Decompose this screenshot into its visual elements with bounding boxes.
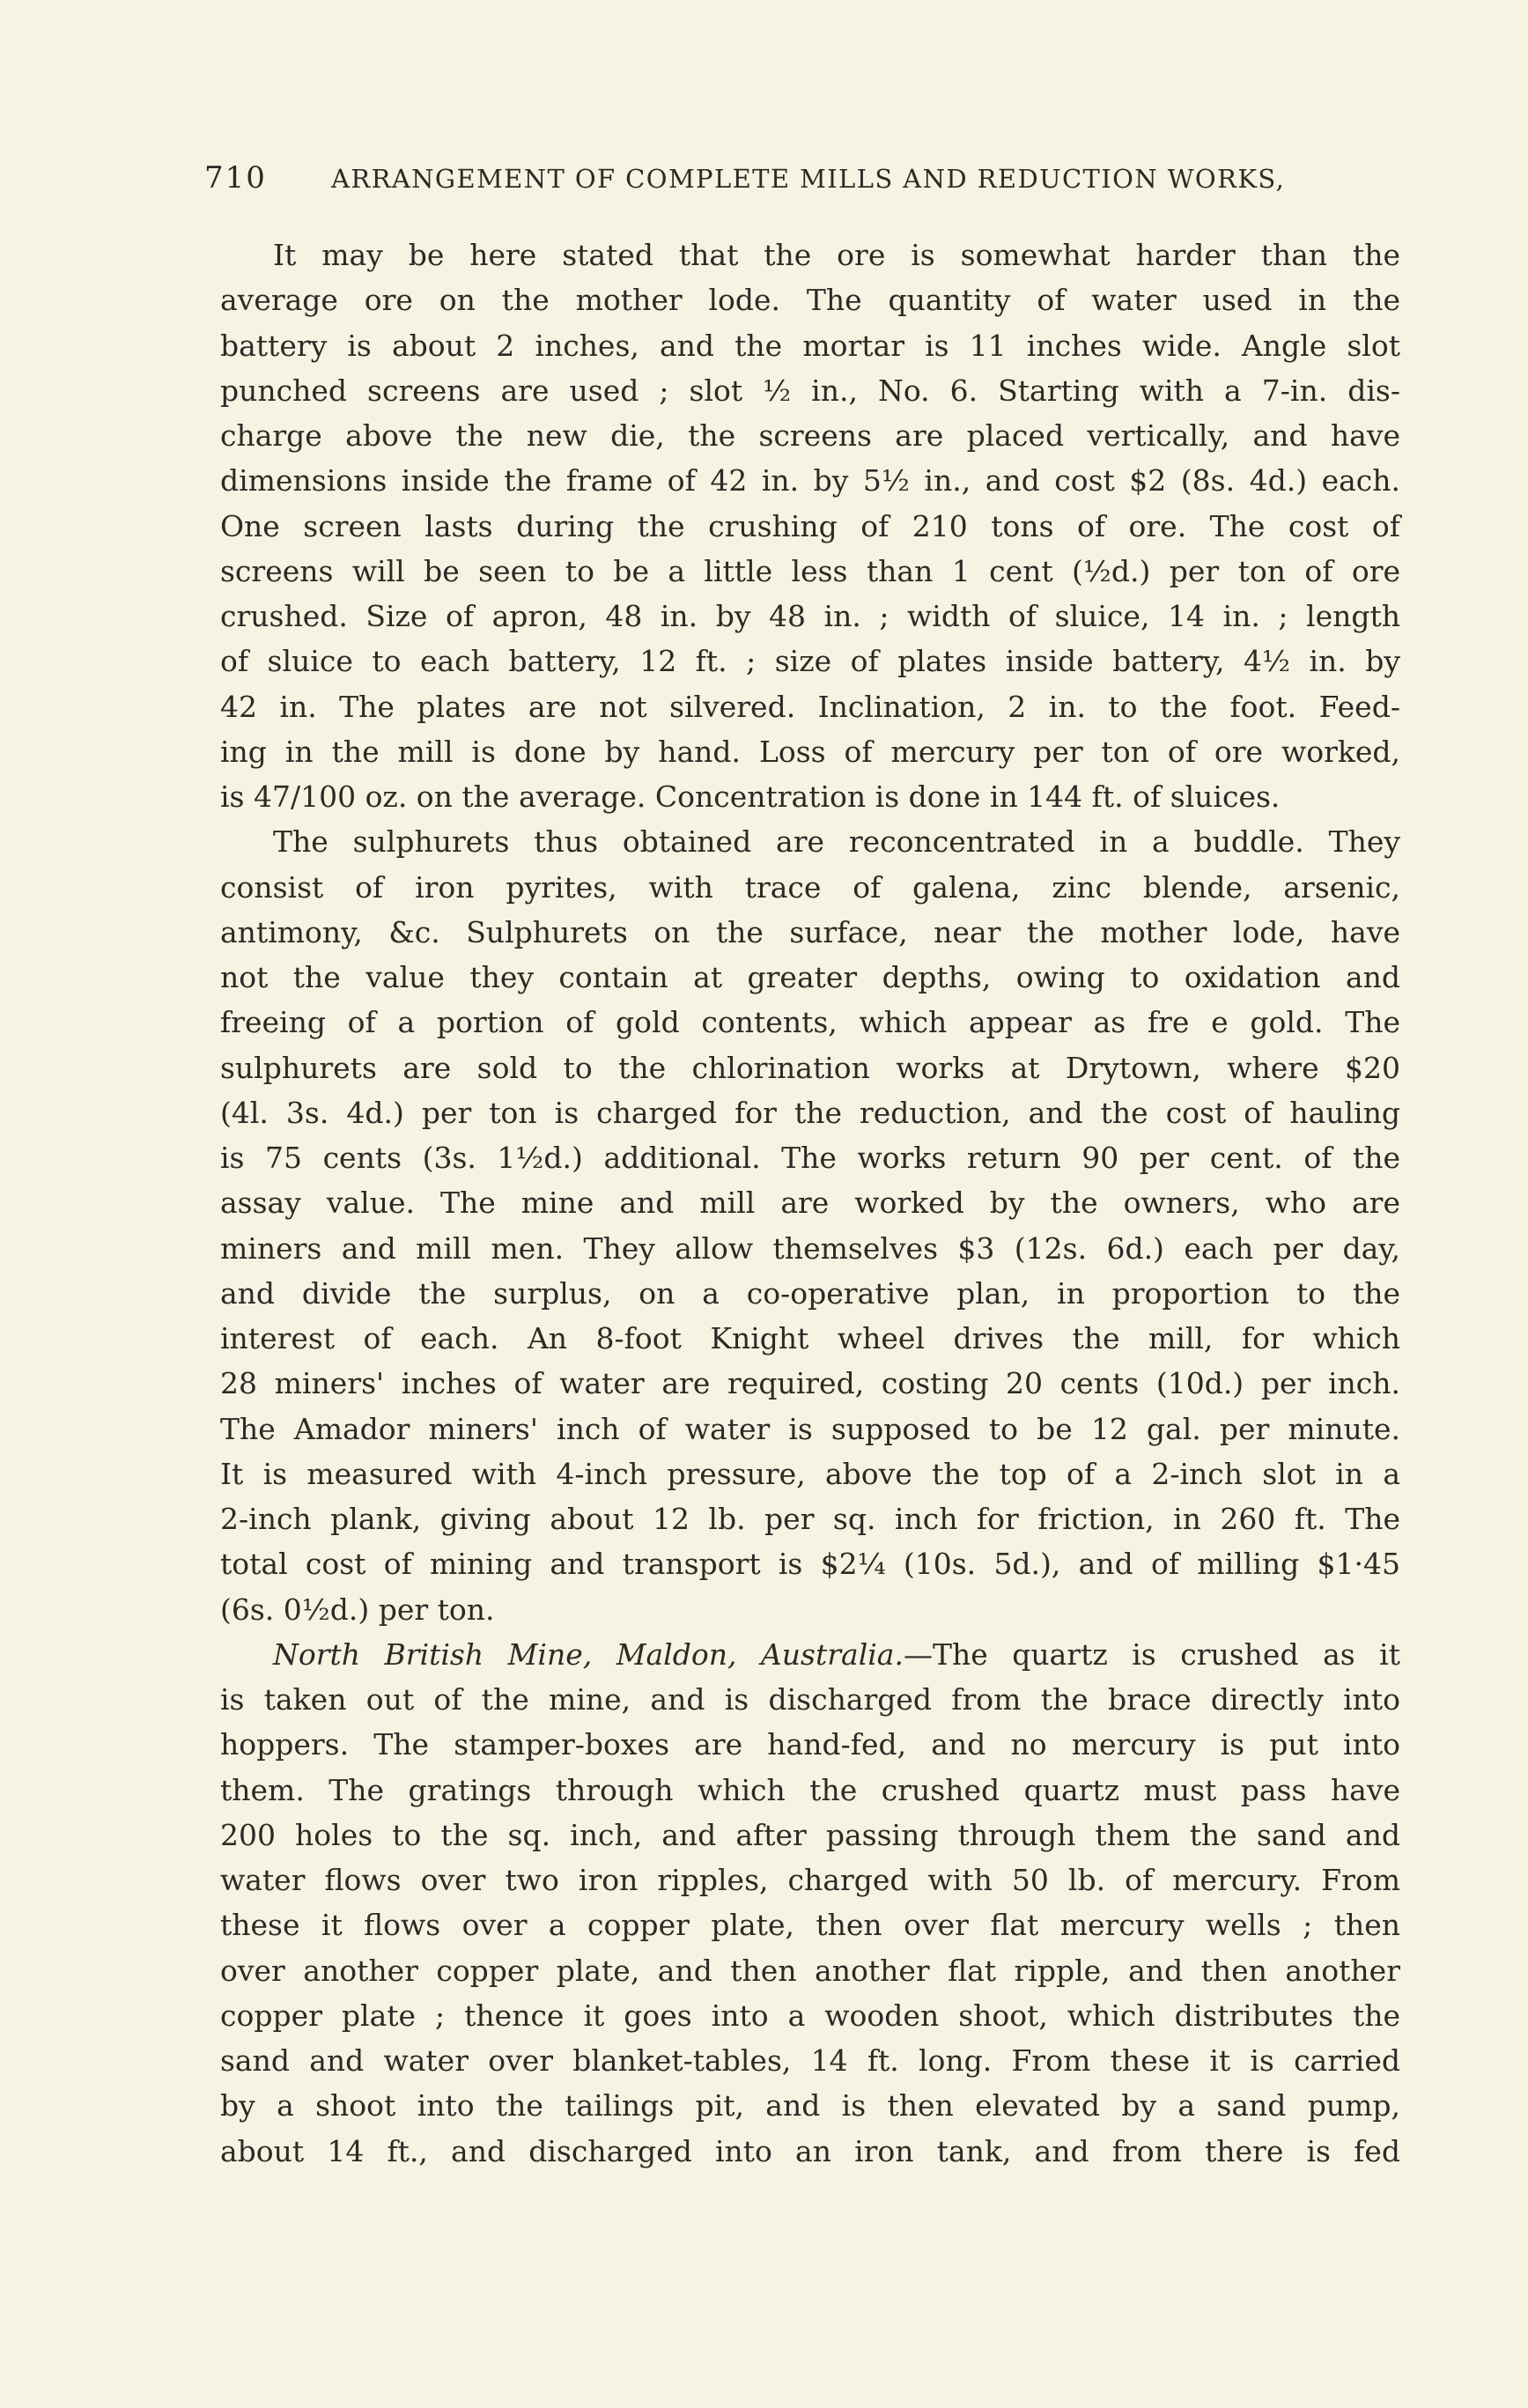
text-line: interest of each. An 8-foot Knight wheel drives the mill, for which: [220, 1321, 1400, 1355]
paragraph: [220, 233, 1400, 819]
text-line: It is measured with 4-inch pressure, above the top of a 2-inch slot in a: [220, 1456, 1400, 1491]
text-line: total cost of mining and transport is $2¼ (10s. 5d.), and of milling $1·45: [220, 1547, 1400, 1582]
text-line: The sulphurets thus obtained are reconcentrated in a buddle. They: [273, 824, 1400, 860]
text-line: It may be here stated that the ore is somewhat harder than the: [273, 238, 1400, 272]
text-line: [220, 1632, 1400, 1677]
text-line: by a shoot into the tailings pit, and is then elevated by a sand pump,: [220, 2088, 1400, 2124]
text-line: miners and mill men. They allow themselves $3 (12s. 6d.) each per day,: [220, 1230, 1400, 1266]
text-line: sulphurets are sold to the chlorination works at Drytown, where $20: [220, 1050, 1400, 1085]
text-line: dimensions inside the frame of 42 in. by 5½ in., and cost $2 (8s. 4d.) each.: [220, 463, 1400, 499]
text-line: screens will be seen to be a little less than 1 cent (½d.) per ton of ore: [220, 553, 1400, 588]
text-line: about 14 ft., and discharged into an iron tank, and from there is fed: [220, 2133, 1400, 2168]
text-line: The Amador miners' inch of water is supposed to be 12 gal. per minute.: [220, 1411, 1400, 1446]
text-line: 200 holes to the sq. inch, and after passing through them the sand and: [220, 1817, 1400, 1852]
paragraph: [220, 819, 1400, 1632]
text-line: antimony, &c. Sulphurets on the surface, near the mother lode, have: [220, 914, 1400, 949]
text-line: 42 in. The plates are not silvered. Inclination, 2 in. to the foot. Feed-: [220, 689, 1400, 724]
text-line: of sluice to each battery, 12 ft. ; size of plates inside battery, 4½ in. by: [220, 644, 1400, 679]
text-line: is 47/100 oz. on the average. Concentration is done in 144 ft. of sluices.: [220, 779, 1281, 814]
text-run: —The quartz is crushed as it: [903, 1636, 1401, 1672]
text-line: average ore on the mother lode. The quantity of water used in the: [220, 283, 1400, 318]
text-line: these it flows over a copper plate, then over flat mercury wells ; then: [220, 1908, 1400, 1943]
text-line: is 75 cents (3s. 1½d.) additional. The works return 90 per cent. of the: [220, 1141, 1400, 1175]
section-heading-italic: North British Mine, Maldon, Australia.: [273, 1636, 904, 1672]
text-line: sand and water over blanket-tables, 14 ft. long. From these it is carried: [220, 2043, 1400, 2078]
running-title: ARRANGEMENT OF COMPLETE MILLS AND REDUCTION WORKS,: [331, 164, 1286, 194]
text-line: not the value they contain at greater depths, owing to oxidation and: [220, 960, 1400, 994]
text-line: them. The gratings through which the crushed quartz must pass have: [220, 1772, 1400, 1807]
text-line: crushed. Size of apron, 48 in. by 48 in. ; width of sluice, 14 in. ; length: [220, 599, 1400, 633]
paragraph: [220, 1632, 1400, 2174]
text-line: ing in the mill is done by hand. Loss of mercury per ton of ore worked,: [220, 734, 1400, 769]
text-line: water flows over two iron ripples, charged with 50 lb. of mercury. From: [220, 1863, 1400, 1897]
text-line: 2-inch plank, giving about 12 lb. per sq. inch for friction, in 260 ft. The: [220, 1502, 1400, 1536]
text-line: charge above the new die, the screens are placed vertically, and have: [220, 418, 1400, 453]
text-line: over another copper plate, and then another flat ripple, and then another: [220, 1953, 1400, 1988]
text-line: (4l. 3s. 4d.) per ton is charged for the reduction, and the cost of hauling: [220, 1095, 1400, 1130]
text-line: consist of iron pyrites, with trace of galena, zinc blende, arsenic,: [220, 869, 1400, 905]
text-line: assay value. The mine and mill are worked by the owners, who are: [220, 1186, 1400, 1221]
page-number: 710: [204, 160, 267, 196]
text-line: One screen lasts during the crushing of 210 tons of ore. The cost of: [220, 508, 1400, 543]
text-line: freeing of a portion of gold contents, which appear as fre e gold. The: [220, 1005, 1400, 1040]
text-line: copper plate ; thence it goes into a wooden shoot, which distributes the: [220, 1998, 1400, 2033]
text-line: punched screens are used ; slot ½ in., No. 6. Starting with a 7-in. dis-: [220, 373, 1400, 408]
text-line: is taken out of the mine, and is discharged from the brace directly into: [220, 1682, 1400, 1717]
running-head: [204, 160, 1376, 204]
text-line: battery is about 2 inches, and the mortar is 11 inches wide. Angle slot: [220, 328, 1400, 363]
text-line: hoppers. The stamper-boxes are hand-fed, and no mercury is put into: [220, 1727, 1400, 1762]
body-text: [220, 233, 1400, 2174]
text-line: (6s. 0½d.) per ton.: [220, 1592, 495, 1627]
text-line: and divide the surplus, on a co-operative plan, in proportion to the: [220, 1275, 1400, 1311]
text-line: 28 miners' inches of water are required, costing 20 cents (10d.) per inch.: [220, 1366, 1400, 1401]
